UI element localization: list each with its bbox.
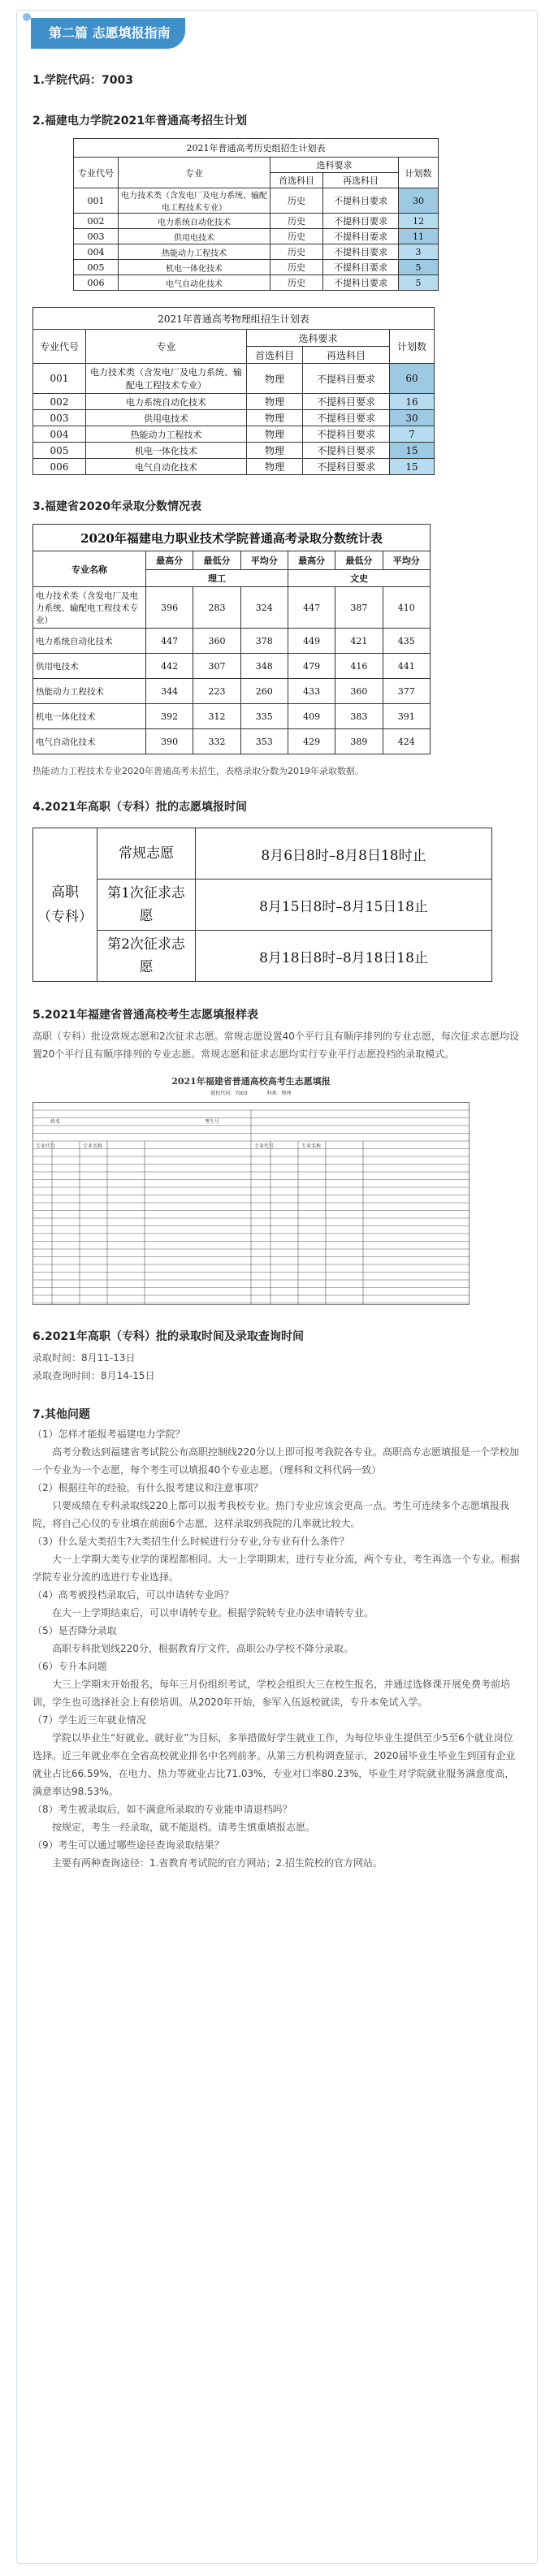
cell-score: 416 [335,654,383,679]
score-note: 热能动力工程技术专业2020年普通高考未招生，表格录取分数为2019年录取数据。 [32,766,364,776]
faq-question: （9）考生可以通过哪些途径查询录取结果？ [32,1839,224,1851]
col-max: 最高分 [146,551,193,570]
faq-question: （7）学生近三年就业情况 [32,1714,146,1726]
form-cell-label: 专业代号 [254,1143,275,1149]
cell-major: 电力技术类（含发电厂及电力系统、输配电工程技术专业） [86,364,247,394]
cell-major: 机电一体化技术 [119,260,271,275]
round-time: 8月6日8时–8月8日18时止 [196,828,492,880]
cell-major: 热能动力工程技术 [86,426,247,443]
faq-question: （3）什么是大类招生?大类招生什么时候进行分专业,分专业有什么条件？ [32,1536,349,1547]
cell-major: 电力系统自动化技术 [119,214,271,229]
cell-plan: 5 [399,260,439,275]
physics-plan-table [32,307,435,475]
col-major: 专业名称 [33,551,146,587]
cell-score: 442 [146,654,193,679]
form-title: 2021年福建省普通高校高考生志愿填报 [171,1076,331,1087]
cell-code: 001 [33,364,86,394]
cell-first: 物理 [247,443,303,459]
table-row [33,394,435,410]
group-arts: 文史 [288,570,430,587]
table-row [33,629,431,654]
cell-plan: 30 [399,188,439,214]
cell-score: 377 [383,679,430,704]
cell-score: 424 [383,729,430,754]
faq-answer: 在大一上学期结束后，可以申请转专业。根据学院转专业办法申请转专业。 [52,1607,374,1619]
cell-code: 004 [33,426,86,443]
cell-major: 电气自动化技术 [33,729,146,754]
score-table [32,524,431,754]
schedule-table [32,828,492,982]
main-content [32,71,522,1872]
form-grid [32,1102,470,1305]
cell-first: 物理 [247,410,303,426]
table-row [74,275,439,291]
col-second: 再选科目 [303,347,390,364]
section-2-heading: 2.福建电力学院2021年普通高考招生计划 [32,115,248,128]
cell-major: 电力系统自动化技术 [33,629,146,654]
cell-major: 电力技术类（含发电厂及电力系统、输配电工程技术专业） [33,587,146,629]
faq-question: （1）怎样才能报考福建电力学院？ [32,1428,185,1440]
cell-first: 物理 [247,394,303,410]
cell-second: 不提科目要求 [303,426,390,443]
cell-major: 机电一体化技术 [33,704,146,729]
cell-second: 不提科目要求 [303,394,390,410]
cell-score: 360 [193,629,240,654]
table-row [33,364,435,394]
cell-score: 421 [335,629,383,654]
cell-code: 006 [74,275,119,291]
col-min: 最低分 [335,551,383,570]
cell-score: 353 [240,729,288,754]
cell-first: 历史 [271,188,323,214]
cell-first: 物理 [247,364,303,394]
cell-score: 479 [288,654,335,679]
faq-answer: 大三上学期末开始报名，每年三月份组织考试，学校会组织大三在校生报名，并通过选修课开展免费考前培训，学生也可选择社会上有偿培训。从2020年开始，参军入伍返校就读，专升本免试入学。 [32,1679,511,1708]
col-first: 首选科目 [271,173,323,188]
cell-score: 433 [288,679,335,704]
cell-score: 360 [335,679,383,704]
round-time: 8月15日8时–8月15日18止 [196,880,492,931]
col-code: 专业代号 [33,330,86,364]
cell-score: 391 [383,704,430,729]
cell-major: 电气自动化技术 [86,459,247,475]
table-row [74,188,439,214]
schedule-row [33,931,492,982]
group-science: 理工 [146,570,288,587]
batch-label-2: （专科） [37,909,93,925]
batch-label-1: 高职 [51,884,79,901]
cell-score: 390 [146,729,193,754]
col-first: 首选科目 [247,347,303,364]
cell-score: 378 [240,629,288,654]
cell-first: 历史 [271,214,323,229]
table-row [74,260,439,275]
section-banner [31,18,185,49]
cell-score: 324 [240,587,288,629]
cell-score: 429 [288,729,335,754]
section-4-heading: 4.2021年高职（专科）批的志愿填报时间 [32,801,248,814]
col-major: 专业 [86,330,247,364]
cell-plan: 7 [390,426,435,443]
cell-score: 435 [383,629,430,654]
col-major: 专业 [119,158,271,188]
cell-score: 344 [146,679,193,704]
cell-major: 热能动力工程技术 [33,679,146,704]
cell-code: 004 [74,244,119,260]
col-req: 选科要求 [247,330,390,347]
cell-code: 002 [33,394,86,410]
faq-answer: 学院以毕业生“好就业、就好业”为目标，多举措做好学生就业工作，为每位毕业生提供至少5至6个就业岗位选择。近三年就业率在全省高校就业排名中名列前茅。从第三方机构调查显示，2020届毕业生毕业生到国有企业就业占比66.59%，在电力、热力等就业占比71.03%，专业对口率80.23%，毕业生对学院就业服务满意度高，满意率达98.53%。 [32,1732,516,1797]
cell-first: 物理 [247,459,303,475]
section-5-text: 高职（专科）批设常规志愿和2次征求志愿。常规志愿设置40个平行且有顺序排列的专业志愿，每次征求志愿均设置20个平行且有顺序排列的专业志愿。常规志愿和征求志愿均实行专业平行志愿投档的录取模式。 [32,1031,519,1060]
cell-second: 不提科目要求 [303,443,390,459]
col-plan: 计划数 [399,158,439,188]
faq-answer: 主要有两种查询途径：1.省教育考试院的官方网站；2.招生院校的官方网站。 [52,1857,383,1869]
col-max: 最高分 [288,551,335,570]
cell-score: 348 [240,654,288,679]
faq-question: （2）根据往年的经验，有什么报考建议和注意事项？ [32,1482,263,1493]
cell-code: 003 [74,229,119,244]
schedule-row [33,880,492,931]
cell-code: 006 [33,459,86,475]
cell-score: 383 [335,704,383,729]
form-cell-label: 专业名称 [301,1143,322,1149]
section-7-heading: 7.其他问题 [32,1408,91,1421]
faq-question: （5）是否降分录取 [32,1625,117,1636]
batch-label [33,828,97,982]
cell-plan: 15 [390,443,435,459]
col-plan: 计划数 [390,330,435,364]
cell-first: 历史 [271,260,323,275]
form-cell-label: 姓名 [50,1119,61,1125]
round-name: 常规志愿 [97,828,196,880]
form-cell-label: 专业代号 [36,1143,56,1149]
col-min: 最低分 [193,551,240,570]
cell-second: 不提科目要求 [323,214,399,229]
form-subtitle-1: 院校代码：7003 [210,1091,248,1096]
faq-answer: 高考分数达到福建省考试院公布高职控制线220分以上即可报考我院各专业。高职高专志愿填报是一个学校加一个专业为一个志愿，每个考生可以填报40个专业志愿。（理科和文科代码一致） [32,1446,519,1476]
col-avg: 平均分 [383,551,430,570]
cell-score: 396 [146,587,193,629]
table-row [33,587,431,629]
faq-question: （4）高考被投档录取后，可以申请转专业吗？ [32,1589,234,1601]
cell-score: 335 [240,704,288,729]
cell-first: 历史 [271,244,323,260]
cell-major: 机电一体化技术 [86,443,247,459]
faq-answer: 大一上学期大类专业学的课程都相同。大一上学期期末，进行专业分流，两个专业，考生再选一个专业。根据学院专业分流的选进行专业选择。 [32,1554,521,1583]
section-6-heading: 6.2021年高职（专科）批的录取时间及录取查询时间 [32,1330,305,1343]
cell-second: 不提科目要求 [303,410,390,426]
cell-code: 002 [74,214,119,229]
cell-plan: 11 [399,229,439,244]
table-title: 2021年普通高考物理组招生计划表 [33,308,435,330]
form-cell-label: 考生号 [205,1119,220,1125]
table-row [33,704,431,729]
cell-major: 供用电技术 [86,410,247,426]
sample-form [32,1071,470,1307]
table-row [33,729,431,754]
cell-first: 物理 [247,426,303,443]
banner-title: 第二篇 志愿填报指南 [49,25,171,41]
table-row [33,443,435,459]
table-row [33,679,431,704]
cell-score: 307 [193,654,240,679]
cell-score: 447 [288,587,335,629]
section-5-heading: 5.2021年福建省普通高校考生志愿填报样表 [32,1009,259,1022]
table-row [33,459,435,475]
cell-second: 不提科目要求 [303,459,390,475]
cell-plan: 5 [399,275,439,291]
round-name: 第1次征求志愿 [97,880,196,931]
faq-question: （8）考生被录取后，如不满意所录取的专业能申请退档吗？ [32,1804,292,1815]
cell-code: 005 [74,260,119,275]
section-1-heading: 1.学院代码：7003 [32,74,134,87]
table-title: 2021年普通高考历史组招生计划表 [74,139,439,158]
table-row [74,244,439,260]
cell-score: 441 [383,654,430,679]
cell-major: 热能动力工程技术 [119,244,271,260]
cell-second: 不提科目要求 [303,364,390,394]
cell-score: 312 [193,704,240,729]
enroll-time: 录取时间：8月11-13日 [32,1352,136,1364]
cell-score: 449 [288,629,335,654]
cell-code: 001 [74,188,119,214]
table-title: 2020年福建电力职业技术学院普通高考录取分数统计表 [33,525,431,551]
cell-plan: 60 [390,364,435,394]
col-req: 选科要求 [271,158,399,173]
faq-list [32,1425,522,1872]
cell-major: 供用电技术 [33,654,146,679]
cell-plan: 12 [399,214,439,229]
col-avg: 平均分 [240,551,288,570]
table-row [74,214,439,229]
cell-code: 003 [33,410,86,426]
cell-second: 不提科目要求 [323,229,399,244]
banner-dot-icon [23,13,31,21]
form-subtitle-2: 科类：物理 [266,1091,292,1096]
cell-score: 409 [288,704,335,729]
table-row [33,654,431,679]
faq-answer: 高职专科批划线220分，根据教育厅文件，高职公办学校不降分录取。 [52,1643,353,1654]
section-3-heading: 3.福建省2020年录取分数情况表 [32,500,202,513]
cell-second: 不提科目要求 [323,275,399,291]
col-code: 专业代号 [74,158,119,188]
schedule-row [33,828,492,880]
round-name: 第2次征求志愿 [97,931,196,982]
cell-score: 410 [383,587,430,629]
faq-question: （6）专升本问题 [32,1661,107,1672]
cell-first: 历史 [271,275,323,291]
cell-score: 283 [193,587,240,629]
form-cell-label: 专业名称 [83,1143,103,1149]
cell-second: 不提科目要求 [323,260,399,275]
table-row [74,229,439,244]
cell-score: 387 [335,587,383,629]
table-row [33,410,435,426]
query-time: 录取查询时间：8月14-15日 [32,1370,155,1381]
cell-second: 不提科目要求 [323,244,399,260]
history-plan-table [73,138,439,291]
cell-plan: 16 [390,394,435,410]
cell-second: 不提科目要求 [323,188,399,214]
cell-plan: 3 [399,244,439,260]
cell-major: 电气自动化技术 [119,275,271,291]
cell-score: 447 [146,629,193,654]
cell-score: 223 [193,679,240,704]
cell-code: 005 [33,443,86,459]
cell-major: 电力技术类（含发电厂及电力系统、输配电工程技术专业） [119,188,271,214]
cell-score: 260 [240,679,288,704]
faq-answer: 只要成绩在专科录取线220上都可以报考我校专业。热门专业应该会更高一点。考生可连续多个志愿填报我院，将自己心仪的专业填在前面6个志愿，这样录取到我院的几率就比较大。 [32,1500,509,1529]
cell-score: 389 [335,729,383,754]
cell-plan: 30 [390,410,435,426]
cell-major: 供用电技术 [119,229,271,244]
cell-first: 历史 [271,229,323,244]
cell-score: 392 [146,704,193,729]
table-row [33,426,435,443]
cell-score: 332 [193,729,240,754]
round-time: 8月18日8时–8月18日18止 [196,931,492,982]
col-second: 再选科目 [323,173,399,188]
cell-plan: 15 [390,459,435,475]
cell-major: 电力系统自动化技术 [86,394,247,410]
faq-answer: 按规定，考生一经录取，就不能退档。请考生慎重填报志愿。 [52,1822,316,1833]
